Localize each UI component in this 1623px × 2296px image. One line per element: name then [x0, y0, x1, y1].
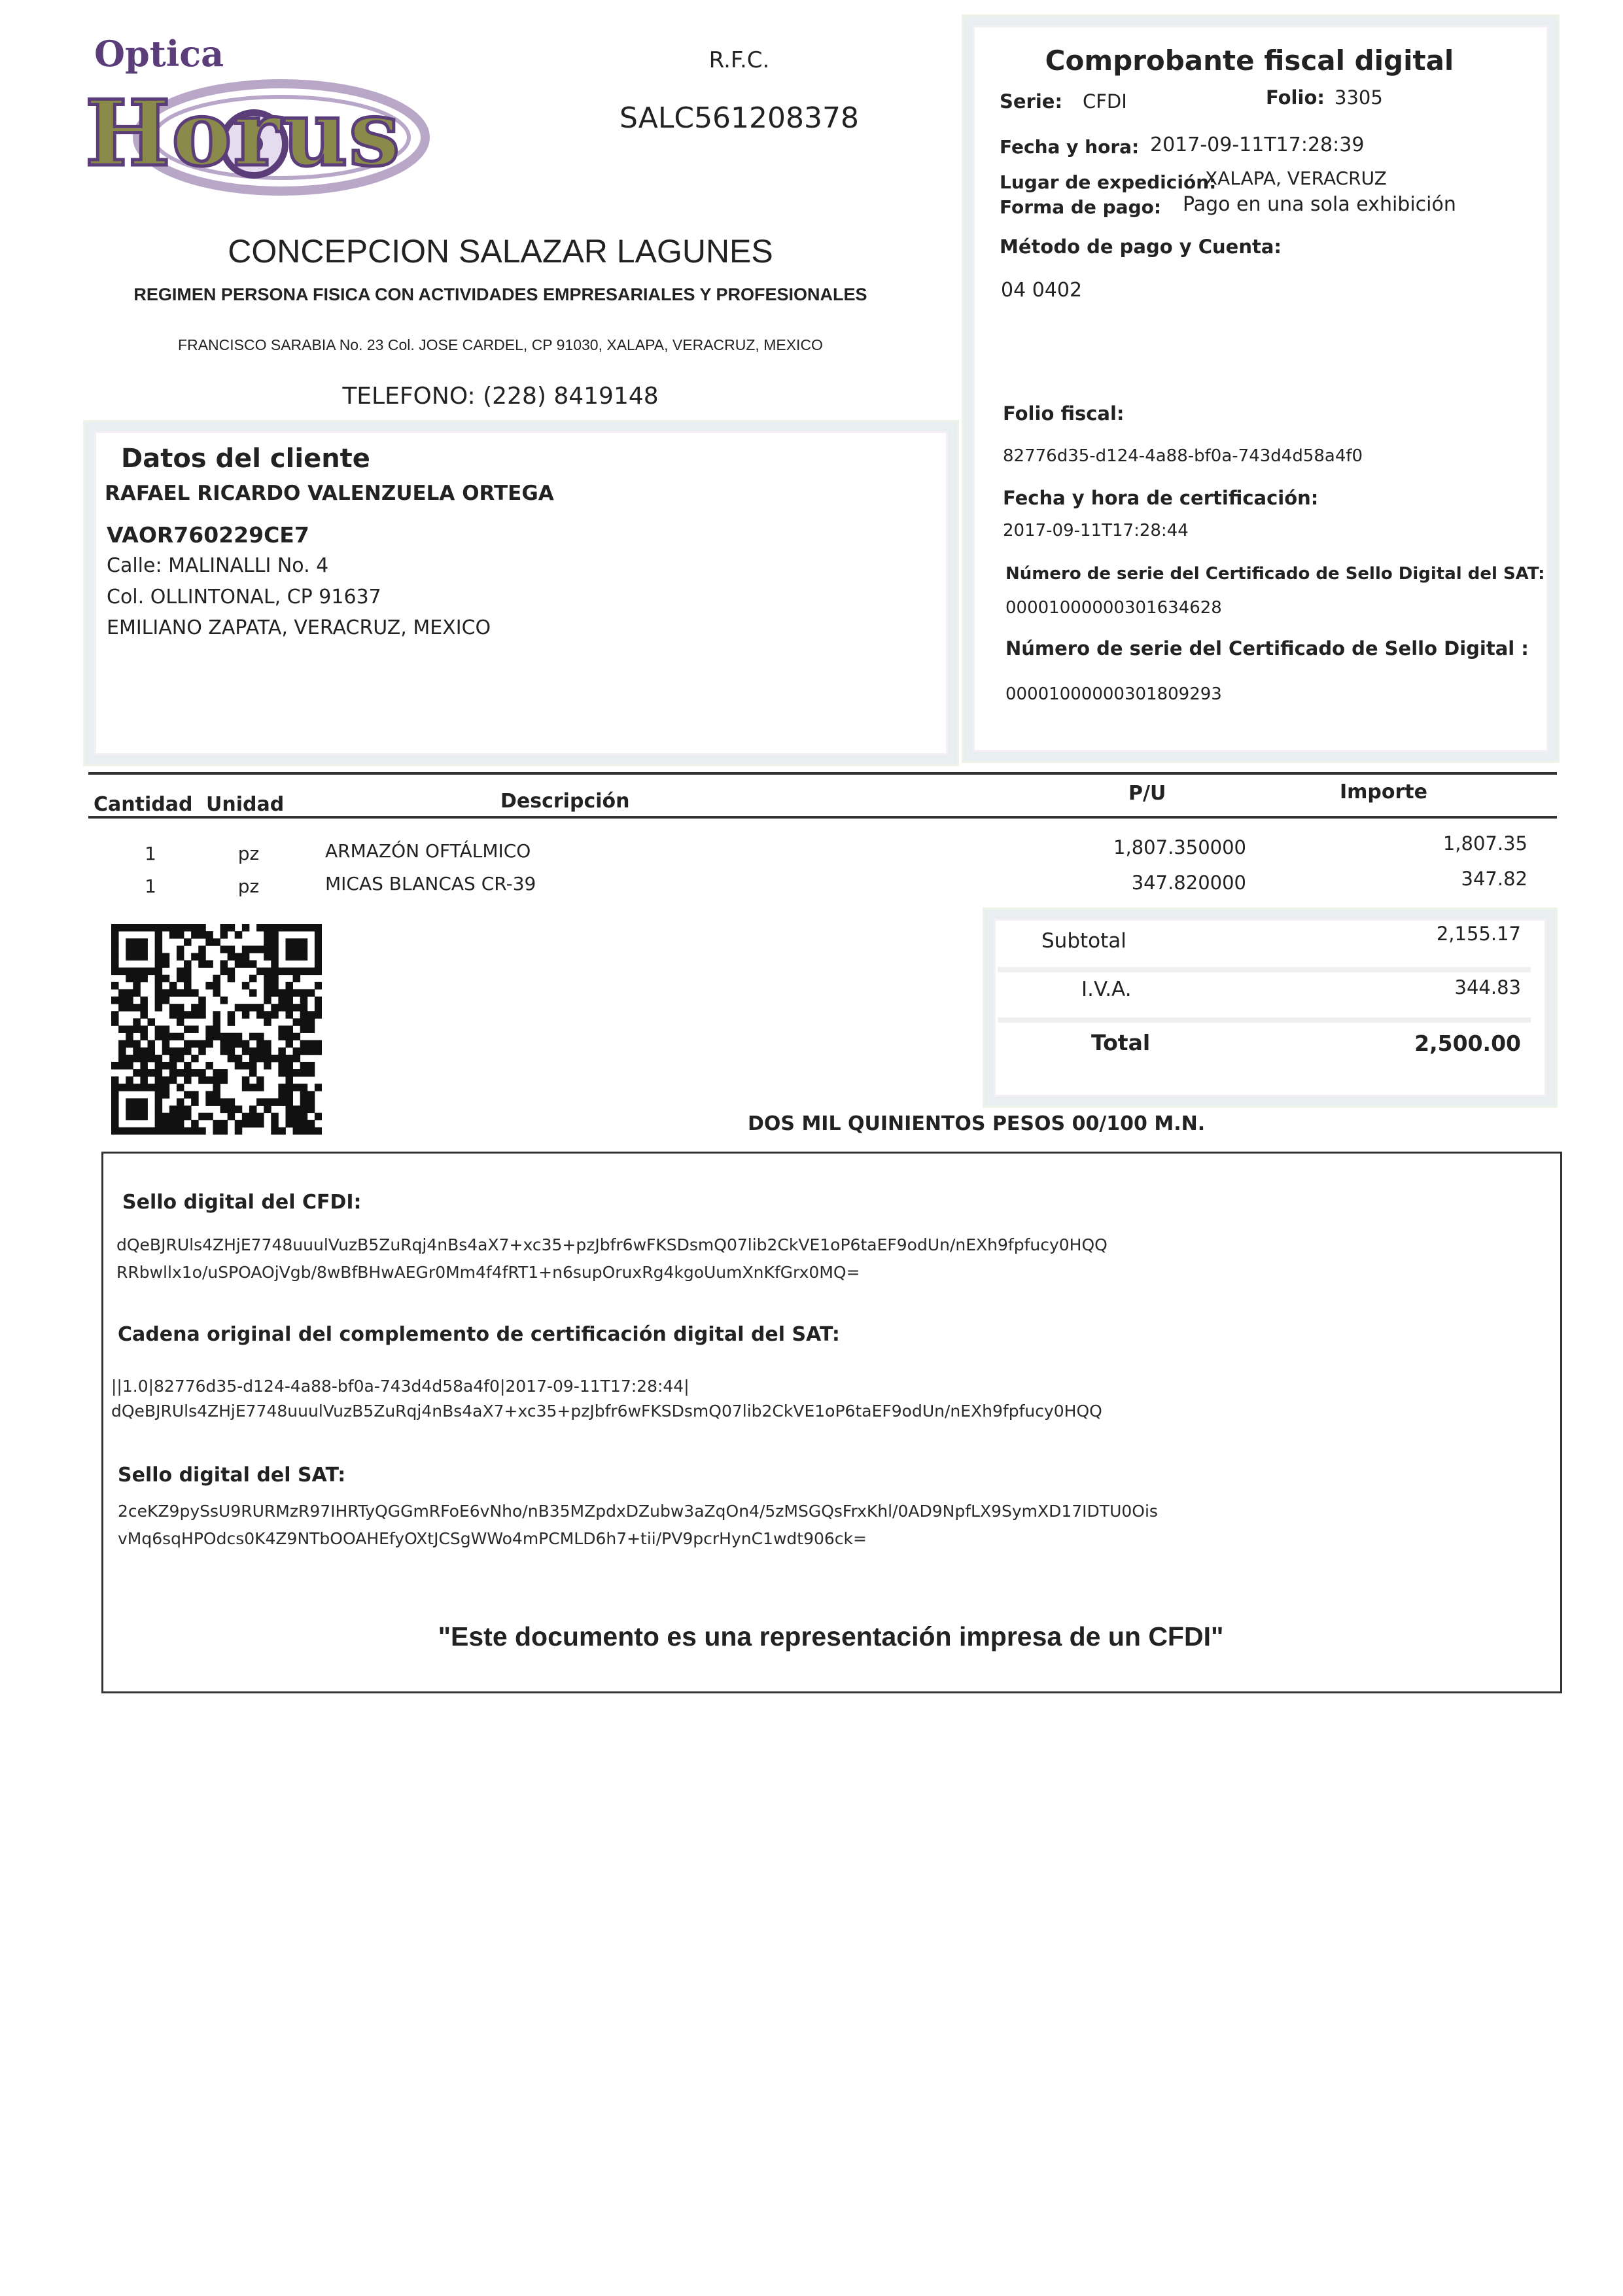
sat-seal-line: vMq6sqHPOdcs0K4Z9NTbOOAHEfyOXtJCSgWWo4mPCMLD6h7+tii/PV9pcrHynC1wdt906ck=	[118, 1529, 867, 1548]
totals-divider	[998, 1017, 1531, 1023]
client-rfc: VAOR760229CE7	[107, 522, 309, 548]
fiscal-title: Comprobante fiscal digital	[1045, 44, 1454, 77]
row-unit: pz	[237, 843, 260, 864]
issuer-name: CONCEPCION SALAZAR LAGUNES	[228, 233, 773, 270]
header-pu: P/U	[1128, 782, 1166, 805]
row-qty: 1	[145, 875, 156, 897]
totals-divider	[998, 967, 1531, 972]
issuer-regime: REGIMEN PERSONA FISICA CON ACTIVIDADES EMPRESARIALES Y PROFESIONALES	[133, 285, 867, 304]
total-label: Total	[1091, 1030, 1151, 1055]
client-title: Datos del cliente	[121, 444, 370, 474]
iva-label: I.V.A.	[1081, 978, 1132, 1001]
folio-fiscal-label: Folio fiscal:	[1003, 402, 1125, 425]
serie-value: CFDI	[1083, 90, 1127, 113]
header-desc: Descripción	[500, 790, 630, 813]
forma-label: Forma de pago:	[1000, 196, 1162, 218]
client-city: EMILIANO ZAPATA, VERACRUZ, MEXICO	[107, 616, 491, 639]
row-amount: 347.82	[1461, 868, 1527, 890]
table-row	[0, 832, 1623, 868]
header-qty: Cantidad	[94, 793, 193, 816]
subtotal-value: 2,155.17	[1436, 923, 1521, 945]
table-top-rule	[88, 772, 1557, 775]
folio-value: 3305	[1335, 86, 1383, 109]
row-qty: 1	[145, 843, 156, 864]
logo-top-text: Optica	[94, 33, 224, 75]
cert-fecha-value: 2017-09-11T17:28:44	[1003, 521, 1189, 540]
lugar-label: Lugar de expedición:	[1000, 171, 1217, 193]
qr-code	[111, 924, 322, 1135]
row-desc: MICAS BLANCAS CR-39	[325, 873, 536, 894]
sat-seal-line: 2ceKZ9pySsU9RURMzR97IHRTyQGGmRFoE6vNho/nB35MZpdxDZubw3aZqOn4/5zMSGQsFrxKhl/0AD9NpfLX9SymXD17IDTU0Ois	[118, 1502, 1158, 1521]
seals-box	[101, 1152, 1562, 1693]
sat-cert-value: 00001000000301634628	[1005, 598, 1222, 618]
cfdi-seal-label: Sello digital del CFDI:	[122, 1191, 362, 1214]
issuer-phone: TELEFONO: (228) 8419148	[342, 383, 659, 410]
cadena-line: ||1.0|82776d35-d124-4a88-bf0a-743d4d58a4f0|2017-09-11T17:28:44|	[111, 1377, 689, 1396]
total-in-words: DOS MIL QUINIENTOS PESOS 00/100 M.N.	[748, 1112, 1206, 1135]
fecha-value: 2017-09-11T17:28:39	[1150, 133, 1365, 156]
subtotal-label: Subtotal	[1041, 929, 1126, 953]
folio-label: Folio:	[1266, 86, 1325, 109]
row-amount: 1,807.35	[1442, 832, 1527, 855]
cert-label: Número de serie del Certificado de Sello Digital :	[1005, 637, 1529, 660]
metodo-label: Método de pago y Cuenta:	[1000, 236, 1282, 258]
sat-cert-label: Número de serie del Certificado de Sello Digital del SAT:	[1005, 564, 1545, 584]
rfc-label: R.F.C.	[708, 47, 770, 73]
table-header-rule	[88, 816, 1557, 819]
cfdi-seal-line: RRbwllx1o/uSPOAOjVgb/8wBfBHwAEGr0Mm4f4fRT1+n6supOruxRg4kgoUumXnKfGrx0MQ=	[116, 1263, 860, 1282]
folio-fiscal-value: 82776d35-d124-4a88-bf0a-743d4d58a4f0	[1003, 446, 1363, 466]
company-logo	[85, 26, 438, 216]
client-street: Calle: MALINALLI No. 4	[107, 554, 329, 577]
header-amount: Importe	[1340, 781, 1427, 804]
row-unit: pz	[237, 875, 260, 897]
logo-main-text: Horus	[85, 80, 402, 186]
header-unit: Unidad	[206, 793, 285, 816]
forma-value: Pago en una sola exhibición	[1183, 193, 1456, 216]
row-pu: 347.820000	[1131, 872, 1246, 894]
iva-value: 344.83	[1454, 976, 1521, 998]
row-desc: ARMAZÓN OFTÁLMICO	[325, 840, 531, 862]
cadena-label: Cadena original del complemento de certificación digital del SAT:	[118, 1323, 840, 1346]
cert-fecha-label: Fecha y hora de certificación:	[1003, 487, 1319, 509]
cfdi-seal-line: dQeBJRUls4ZHjE7748uuulVuzB5ZuRqj4nBs4aX7+xc35+pzJbfr6wFKSDsmQ07lib2CkVE1oP6taEF9odUn/nEXh9fpfucy0HQQ	[116, 1235, 1108, 1254]
metodo-value: 04 0402	[1001, 279, 1083, 302]
table-row	[0, 868, 1623, 903]
cfdi-footer-note: "Este documento es una representación impresa de un CFDI"	[438, 1621, 1224, 1651]
row-pu: 1,807.350000	[1113, 836, 1246, 858]
rfc-value: SALC561208378	[619, 101, 860, 135]
total-value: 2,500.00	[1414, 1031, 1521, 1056]
cadena-line: dQeBJRUls4ZHjE7748uuulVuzB5ZuRqj4nBs4aX7+xc35+pzJbfr6wFKSDsmQ07lib2CkVE1oP6taEF9odUn/nEXh9fpfucy0HQQ	[111, 1402, 1102, 1421]
serie-label: Serie:	[1000, 90, 1063, 113]
sat-seal-label: Sello digital del SAT:	[118, 1464, 346, 1487]
client-name: RAFAEL RICARDO VALENZUELA ORTEGA	[105, 482, 554, 505]
issuer-address: FRANCISCO SARABIA No. 23 Col. JOSE CARDEL, CP 91030, XALAPA, VERACRUZ, MEXICO	[178, 336, 823, 353]
lugar-value: XALAPA, VERACRUZ	[1205, 168, 1387, 189]
fecha-label: Fecha y hora:	[1000, 136, 1140, 158]
cert-value: 00001000000301809293	[1005, 684, 1222, 704]
client-colony: Col. OLLINTONAL, CP 91637	[107, 586, 381, 609]
